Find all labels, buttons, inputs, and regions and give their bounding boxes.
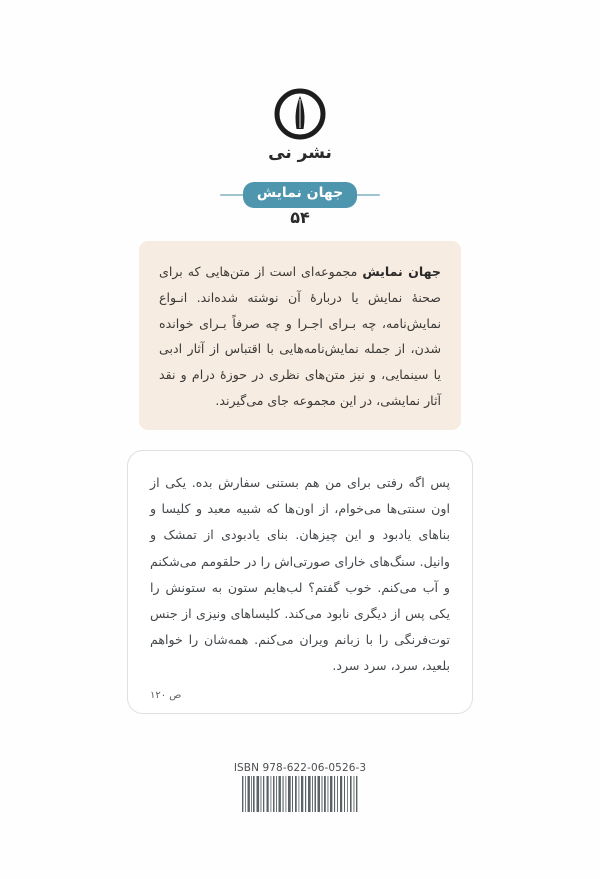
series-badge: جهان نمایش	[243, 182, 357, 208]
series-description-lead: جهان نمایش	[362, 264, 441, 279]
series-description-rest: مجموعه‌ای است از متن‌هایی که برای صحنهٔ نمایش یا دربارهٔ آن نوشته شده‌اند. انـواع نمایش‌نامه، چه بـرای اجـرا و چه صرفاً بـرای خوانده شدن، از جمله نمایش‌نامه‌هایی با اقتباس از آثار ادبی یا سینمایی، و نیز متن‌های نظری در حوزهٔ درام و نقد آثار نمایشی، در این مجموعه جای می‌گیرند.	[159, 264, 441, 409]
series-badge-row	[0, 182, 600, 208]
ean13-barcode-icon	[240, 776, 360, 812]
publisher-logo-block	[0, 88, 600, 162]
isbn-block	[0, 762, 600, 812]
series-description-text	[159, 259, 441, 414]
excerpt-text: پس اگه رفتی برای من هم بستنی سفارش بده. یکی از اون سنتی‌ها می‌خوام، از اون‌ها که شبیه معبد و کلیسا و بناهای یادبود و این چیزهان. بنای یادبودی از تمشک و وانیل. سنگ‌های خارای صورتی‌اش را در حلقومم می‌شکنم و آب می‌کنم. خوب گفتم؟ لب‌هایم ستون به ستونش را یکی پس از دیگری نابود می‌کند. کلیساهای ونیزی از جنس توت‌فرنگی را با زبانم ویران می‌کنم. همه‌شان را خواهم بلعید، سرد، سرد سرد.	[150, 475, 450, 674]
series-rule-right	[220, 194, 246, 196]
isbn-label: ISBN 978-622-06-0526-3	[233, 762, 367, 774]
ney-leaf-circle-logo-icon	[274, 88, 326, 140]
series-rule-left	[354, 194, 380, 196]
excerpt-card	[127, 450, 473, 714]
series-number: ۵۴	[290, 208, 310, 227]
publisher-name: نشر نی	[268, 143, 332, 163]
excerpt-page-reference: ص ۱۲۰	[150, 689, 182, 701]
series-description-panel	[139, 241, 461, 430]
